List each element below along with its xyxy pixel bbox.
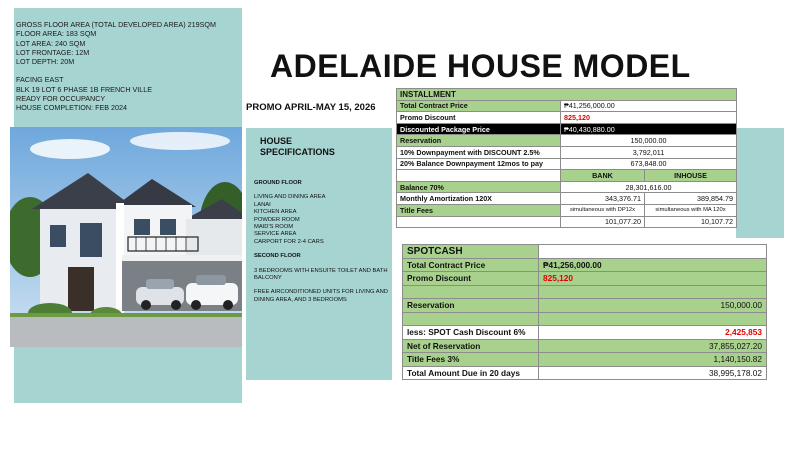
specs-note: FREE AIRCONDITIONED UNITS FOR LIVING AND DINING AREA, AND 3 BEDROOMS xyxy=(254,289,388,303)
table-cell: Net of Reservation xyxy=(403,339,539,353)
promo-period: PROMO APRIL-MAY 15, 2026 xyxy=(246,102,376,113)
spec-item: LANAI xyxy=(254,201,271,208)
table-cell: 10,107.72 xyxy=(645,216,737,228)
table-row xyxy=(397,146,737,158)
spec-item: CARPORT FOR 2-4 CARS xyxy=(254,238,324,245)
table-cell: Total Amount Due in 20 days xyxy=(403,366,539,380)
installment-heading: INSTALLMENT xyxy=(397,89,737,101)
lot-info-line: FACING EAST xyxy=(16,75,64,85)
table-row xyxy=(403,312,767,326)
table-cell xyxy=(539,312,767,326)
table-cell: 343,376.71 xyxy=(561,193,645,205)
inhouse-header: INHOUSE xyxy=(645,170,737,182)
specs-body xyxy=(254,180,388,311)
specs-title-line: HOUSE xyxy=(260,136,293,146)
lot-info-line: BLK 19 LOT 6 PHASE 1B FRENCH VILLE xyxy=(16,84,153,94)
lot-info-line: FLOOR AREA: 183 SQM xyxy=(16,29,97,39)
table-row xyxy=(397,100,737,112)
table-row xyxy=(397,193,737,205)
table-cell: 101,077.20 xyxy=(561,216,645,228)
second-floor-heading: SECOND FLOOR xyxy=(254,253,301,260)
lot-info-line: LOT AREA: 240 SQM xyxy=(16,38,86,48)
table-row xyxy=(397,181,737,193)
table-cell: ₱41,256,000.00 xyxy=(539,258,767,272)
table-cell: 3,792,011 xyxy=(561,146,737,158)
table-cell: Discounted Package Price xyxy=(397,123,561,135)
table-cell: Balance 70% xyxy=(397,181,561,193)
spotcash-table xyxy=(402,244,766,380)
table-row xyxy=(397,89,737,101)
table-row xyxy=(403,272,767,286)
table-cell: simultaneous with DP12x xyxy=(561,204,645,216)
table-cell: 1,140,150.82 xyxy=(539,353,767,367)
page-title: ADELAIDE HOUSE MODEL xyxy=(270,48,691,84)
table-cell xyxy=(397,170,561,182)
table-cell: Promo Discount xyxy=(397,112,561,124)
lot-info xyxy=(16,20,216,113)
bank-header: BANK xyxy=(561,170,645,182)
table-row xyxy=(397,216,737,228)
table-cell: 10% Downpayment with DISCOUNT 2.5% xyxy=(397,146,561,158)
ground-floor-heading: GROUND FLOOR xyxy=(254,180,302,186)
table-cell: 389,854.79 xyxy=(645,193,737,205)
table-row xyxy=(397,170,737,182)
table-cell: Monthly Amortization 120X xyxy=(397,193,561,205)
table-cell: 825,120 xyxy=(561,112,737,124)
table-row xyxy=(403,366,767,380)
table-cell: 37,855,027.20 xyxy=(539,339,767,353)
table-cell: 20% Balance Downpayment 12mos to pay xyxy=(397,158,561,170)
table-cell xyxy=(397,216,561,228)
table-cell: Reservation xyxy=(397,135,561,147)
right-teal-panel xyxy=(736,128,784,238)
table-cell xyxy=(539,245,767,259)
table-cell xyxy=(539,285,767,299)
table-cell: ₱41,256,000.00 xyxy=(561,100,737,112)
table-cell: 2,425,853 xyxy=(539,326,767,340)
spec-item: BALCONY xyxy=(254,275,282,282)
spec-item: 3 BEDROOMS WITH ENSUITE TOILET AND BATH xyxy=(254,267,388,274)
table-row xyxy=(397,123,737,135)
table-cell: 150,000.00 xyxy=(561,135,737,147)
lot-info-line: LOT FRONTAGE: 12M xyxy=(16,47,90,57)
table-row xyxy=(397,204,737,216)
table-cell: 825,120 xyxy=(539,272,767,286)
spec-item: POWDER ROOM xyxy=(254,216,300,223)
table-row xyxy=(403,299,767,313)
table-cell: less: SPOT Cash Discount 6% xyxy=(403,326,539,340)
spec-item: MAID'S ROOM xyxy=(254,224,294,231)
table-cell: simultaneous with MA 120x xyxy=(645,204,737,216)
lot-info-line: HOUSE COMPLETION: FEB 2024 xyxy=(16,103,128,113)
spec-item: SERVICE AREA xyxy=(254,231,297,238)
table-row xyxy=(397,112,737,124)
house-specifications-panel xyxy=(246,128,392,380)
table-cell: Promo Discount xyxy=(403,272,539,286)
specs-title-line: SPECIFICATIONS xyxy=(260,147,335,157)
lot-info-line: LOT DEPTH: 20M xyxy=(16,57,75,67)
table-cell: Title Fees xyxy=(397,204,561,216)
specs-title xyxy=(260,136,335,158)
table-row xyxy=(403,245,767,259)
table-row xyxy=(403,339,767,353)
table-cell: Reservation xyxy=(403,299,539,313)
table-cell: Total Contract Price xyxy=(403,258,539,272)
table-cell: Title Fees 3% xyxy=(403,353,539,367)
table-row xyxy=(403,353,767,367)
spec-item: KITCHEN AREA xyxy=(254,209,297,216)
lot-info-line: READY FOR OCCUPANCY xyxy=(16,94,106,104)
table-row xyxy=(397,158,737,170)
table-row xyxy=(403,285,767,299)
table-cell: 150,000.00 xyxy=(539,299,767,313)
table-cell: 673,848.00 xyxy=(561,158,737,170)
table-cell: Total Contract Price xyxy=(397,100,561,112)
table-cell xyxy=(403,312,539,326)
table-row xyxy=(403,258,767,272)
table-cell: 38,995,178.02 xyxy=(539,366,767,380)
lot-info-line: GROSS FLOOR AREA (TOTAL DEVELOPED AREA) 219SQM xyxy=(16,20,216,29)
house-image xyxy=(10,127,242,347)
spec-item: LIVING AND DINING AREA xyxy=(254,194,326,201)
table-row xyxy=(397,135,737,147)
spotcash-heading: SPOTCASH xyxy=(403,245,539,259)
table-row xyxy=(403,326,767,340)
table-cell xyxy=(403,285,539,299)
table-cell: 28,301,616.00 xyxy=(561,181,737,193)
installment-table xyxy=(396,88,736,228)
table-cell: ₱40,430,880.00 xyxy=(561,123,737,135)
